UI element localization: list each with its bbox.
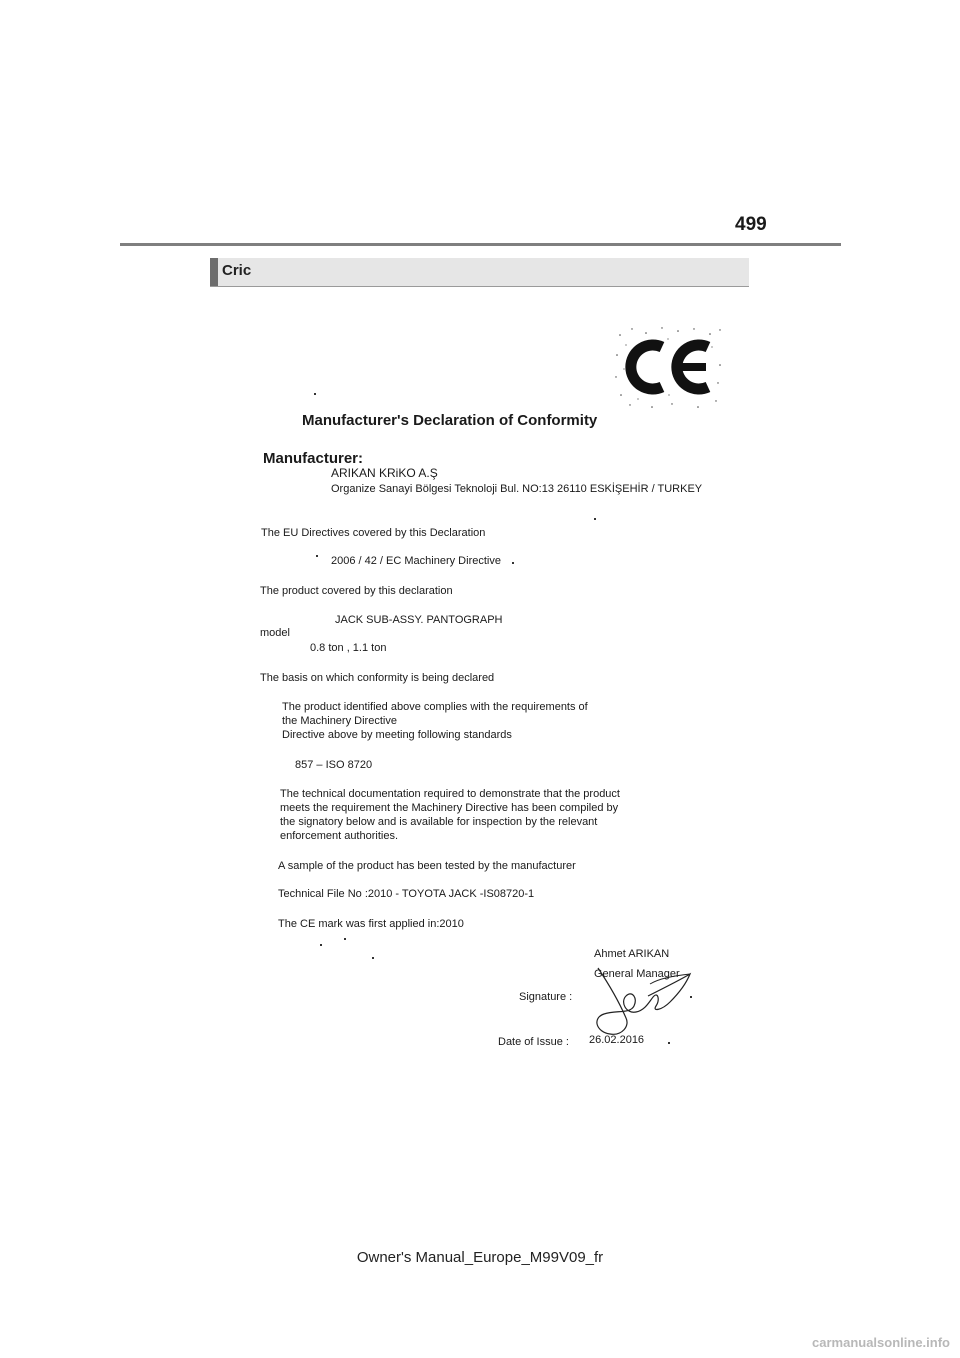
scan-speck [344,938,346,940]
standard-value: 857 – ISO 8720 [295,759,373,771]
footer-manual-id: Owner's Manual_Europe_M99V09_fr [356,1249,604,1266]
scan-speck [320,944,322,946]
header-rule [120,243,841,246]
directive-value: 2006 / 42 / EC Machinery Directive [331,555,501,567]
scan-speck [594,518,596,520]
section-header-bar [210,258,218,286]
signatory-title: General Manager [594,968,680,980]
basis-heading: The basis on which conformity is being declared [260,672,495,684]
manufacturer-name: ARIKAN KRiKO A.Ş [331,466,438,480]
sample-statement: A sample of the product has been tested by the manufacturer [278,860,576,872]
tech-doc-line-3: the signatory below and is available for inspection by the relevant [280,816,598,828]
scan-speck [372,957,374,959]
ce-mark-logo [612,325,724,409]
scan-speck [316,555,318,557]
model-values: 0.8 ton , 1.1 ton [310,642,387,654]
basis-line-2: the Machinery Directive [282,715,397,727]
declaration-title: Manufacturer's Declaration of Conformity [302,412,598,429]
manufacturer-heading: Manufacturer: [263,450,364,467]
scan-speck [668,1042,670,1044]
scan-speck [314,393,316,395]
model-label: model [260,627,290,639]
tech-doc-line-2: meets the requirement the Machinery Directive has been compiled by [280,802,619,814]
basis-line-3: Directive above by meeting following standards [282,729,512,741]
page-number: 499 [735,214,767,235]
section-title: Cric [222,262,252,279]
directives-heading: The EU Directives covered by this Declaration [261,527,486,539]
tech-doc-line-1: The technical documentation required to demonstrate that the product [280,788,620,800]
handwritten-signature [590,966,700,1038]
tech-doc-line-4: enforcement authorities. [280,830,399,842]
ce-mark-applied: The CE mark was first applied in:2010 [278,918,464,930]
date-label: Date of Issue : [498,1036,569,1048]
section-header [210,258,749,287]
signatory-name: Ahmet ARIKAN [594,948,670,960]
date-value: 26.02.2016 [589,1034,645,1046]
manufacturer-address: Organize Sanayi Bölgesi Teknoloji Bul. NO:13 26110 ESKİŞEHİR / TURKEY [331,483,703,495]
product-name: JACK SUB-ASSY. PANTOGRAPH [335,614,503,626]
product-heading: The product covered by this declaration [260,585,453,597]
scan-speck [512,562,514,564]
watermark: carmanualsonline.info [812,1335,950,1350]
scan-speck [690,996,692,998]
basis-line-1: The product identified above complies with the requirements of [282,701,588,713]
technical-file: Technical File No :2010 - TOYOTA JACK -IS08720-1 [278,888,535,900]
signature-label: Signature : [519,991,573,1003]
